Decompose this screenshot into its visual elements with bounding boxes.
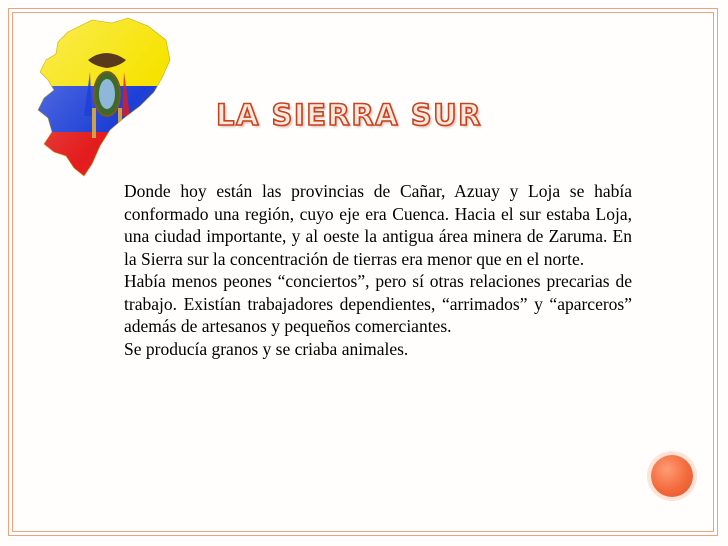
slide-body <box>124 180 632 360</box>
paragraph-3: Se producía granos y se criaba animales. <box>124 338 409 359</box>
orange-circle-decoration <box>651 455 693 497</box>
slide-title: LA SIERRA SUR <box>216 98 482 132</box>
paragraph-2: Había menos peones “conciertos”, pero sí otras relaciones precarias de trabajo. Existían trabajadores dependientes, “arrimados” y “aparceros” además de artesanos y pequeños comerciantes. <box>124 271 632 336</box>
ecuador-flag-map-icon <box>30 14 180 184</box>
paragraph-1: Donde hoy están las provincias de Cañar, Azuay y Loja se había conformado una región, cuyo eje era Cuenca. Hacia el sur estaba Loja, una ciudad importante, y al oeste la antigua área minera de Zaruma. En la Sierra sur la concentración de tierras era menor que en el norte. <box>124 181 632 269</box>
